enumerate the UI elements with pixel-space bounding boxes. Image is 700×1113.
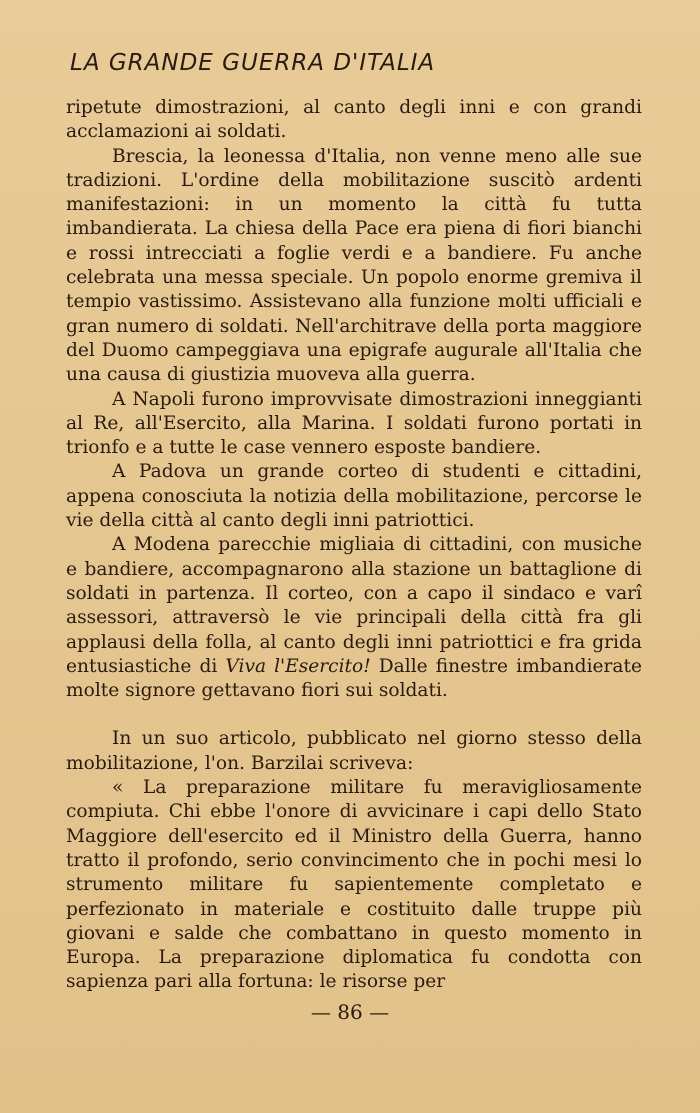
paragraph-brescia: Brescia, la leonessa d'Italia, non venne meno alle sue tradizioni. L'ordine della mobilitazione suscitò ardenti manifestazioni: in un momento la città fu tutta imbandierata. La chiesa della Pace era piena di fiori bianchi e rossi intrecciati a foglie verdi e a bandiere. Fu anche celebrata una messa speciale. Un popolo enorme gremiva il tempio vastissimo. Assistevano alla funzione molti ufficiali e gran numero di soldati. Nell'architrave della porta maggiore del Duomo campeggiava una epigrafe augurale all'Italia che una causa di giustizia muoveva alla guerra. [66,145,642,386]
paragraph-continuation: ripetute dimostrazioni, al canto degli inni e con grandi acclamazioni ai soldati. [66,97,642,143]
paragraph-padova: A Padova un grande corteo di studenti e cittadini, appena conosciuta la notizia della mobilitazione, percorse le vie della città al canto degli inni patriottici. [66,461,642,532]
page-number: — 86 — [310,1000,390,1024]
running-header: LA GRANDE GUERRA D'ITALIA [70,50,436,76]
modena-tail: Dalle finestre imbandierate molte signore gettavano fiori sui soldati. [66,655,642,702]
italic-exclamation: Viva l'Esercito! [225,655,371,677]
paragraph-barzilai: In un suo articolo, pubblicato nel giorno stesso della mobilitazione, l'on. Barzilai scriveva: [66,728,642,774]
paragraph-napoli: A Napoli furono improvvisate dimostrazioni inneggianti al Re, all'Esercito, alla Marina. I soldati furono portati in trionfo e a tutte le case vennero esposte bandiere. [66,388,642,459]
paragraph-quotation: « La preparazione militare fu meravigliosamente compiuta. Chi ebbe l'onore di avvicinare i capi dello Stato Maggiore dell'esercito ed il Ministro della Guerra, hanno tratto il profondo, serio convincimento che in pochi mesi lo strumento militare fu sapientemente completato e perfezionato in materiale e costituito dalle truppe più giovani e salde che combattano in questo momento in Europa. La preparazione diplomatica fu condotta con sapienza pari alla fortuna: le risorse per [66,777,642,993]
modena-text: A Modena parecchie migliaia di cittadini, con musiche e bandiere, accompagnarono alla stazione un battaglione di soldati in partenza. Il corteo, con a capo il sindaco e varî assessori, attraversò le vie principali della città fra gli applausi della folla, al canto degli inni patriottici e fra grida entusiastiche di [66,534,642,677]
body-text [66,96,642,995]
paragraph-modena [66,533,642,703]
